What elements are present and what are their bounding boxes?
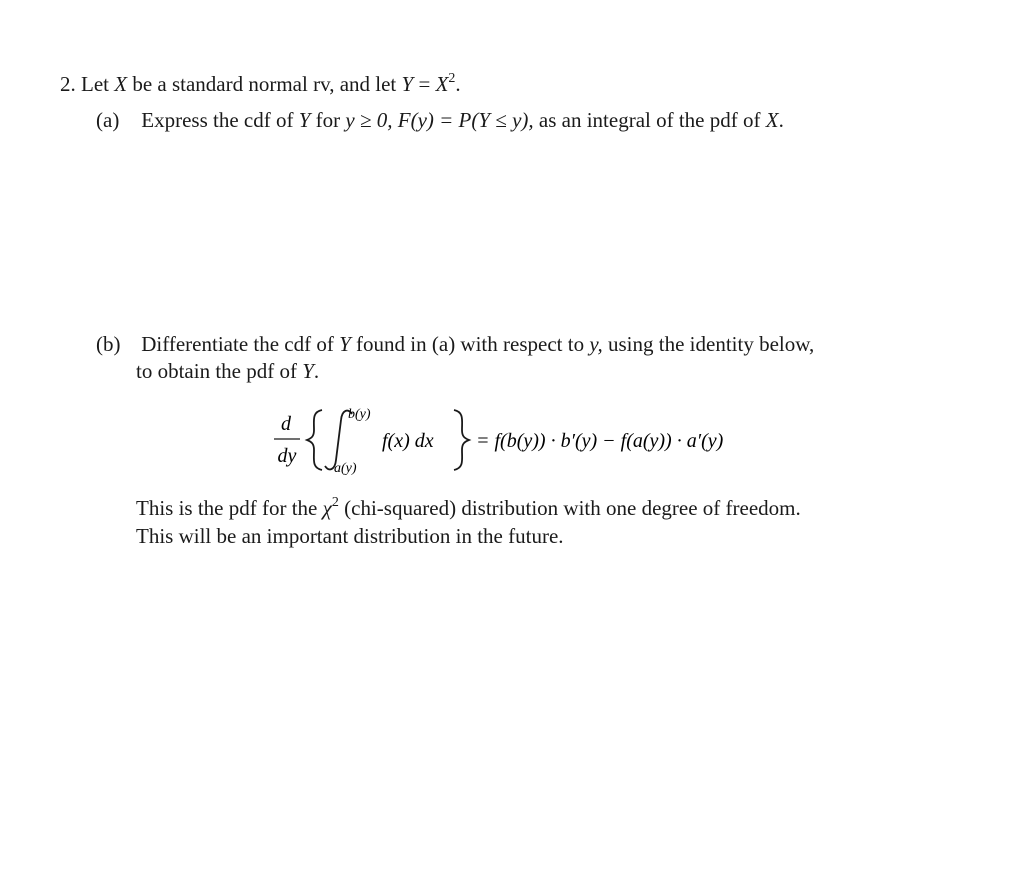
closing-line-2	[136, 524, 564, 549]
part-b-text: to obtain the pdf of	[136, 359, 297, 383]
var-y: Y	[339, 332, 351, 356]
period: .	[455, 72, 461, 96]
var-x: X	[435, 72, 449, 96]
part-b-text: found in (a) with respect to	[356, 332, 585, 356]
var-y: Y	[298, 108, 311, 132]
exponent: 2	[448, 71, 456, 86]
period: .	[313, 359, 320, 383]
closing-line-1	[136, 496, 801, 521]
exponent: 2	[331, 495, 339, 510]
part-b-line-1	[96, 332, 814, 357]
problem-text: be a standard normal rv, and let	[132, 72, 397, 96]
var-y: Y	[401, 72, 414, 96]
part-a-text: for	[315, 108, 341, 132]
var-y-lower: y,	[589, 332, 603, 356]
closing-text: This is the pdf for the	[136, 496, 318, 520]
part-b-text: Differentiate the cdf of	[141, 332, 334, 356]
part-a	[96, 108, 784, 133]
upper-limit: b(y)	[348, 407, 371, 422]
var-x: X	[114, 72, 128, 96]
chi-symbol: χ	[322, 496, 332, 520]
closing-text: This will be an important distribution in the future.	[136, 524, 564, 548]
lower-limit: a(y)	[334, 461, 357, 476]
part-b-line-2	[136, 359, 319, 384]
leibniz-formula	[270, 400, 830, 480]
part-a-label: (a)	[96, 108, 120, 132]
part-b-label: (b)	[96, 332, 121, 356]
left-brace	[307, 410, 322, 470]
formula-rhs: = f(b(y)) · b′(y) − f(a(y)) · a′(y)	[476, 430, 724, 452]
problem-number: 2.	[60, 72, 76, 96]
part-a-text: Express the cdf of	[141, 108, 294, 132]
problem-text: Let	[81, 72, 109, 96]
right-brace	[454, 410, 469, 470]
integrand: f(x) dx	[382, 430, 434, 452]
derivative-dy: dy	[277, 445, 297, 467]
part-b-text: using the identity below,	[608, 332, 815, 356]
equals-sign: =	[418, 72, 431, 96]
var-y: Y	[302, 359, 314, 383]
condition: y ≥ 0,	[345, 108, 393, 132]
period: .	[778, 108, 784, 132]
var-x: X	[765, 108, 779, 132]
problem-statement	[60, 72, 461, 97]
cdf-definition: F(y) = P(Y ≤ y),	[397, 108, 534, 132]
part-a-text: as an integral of the pdf of	[538, 108, 761, 132]
closing-text: (chi-squared) distribution with one degree of freedom.	[344, 496, 801, 520]
derivative-d: d	[281, 413, 291, 435]
